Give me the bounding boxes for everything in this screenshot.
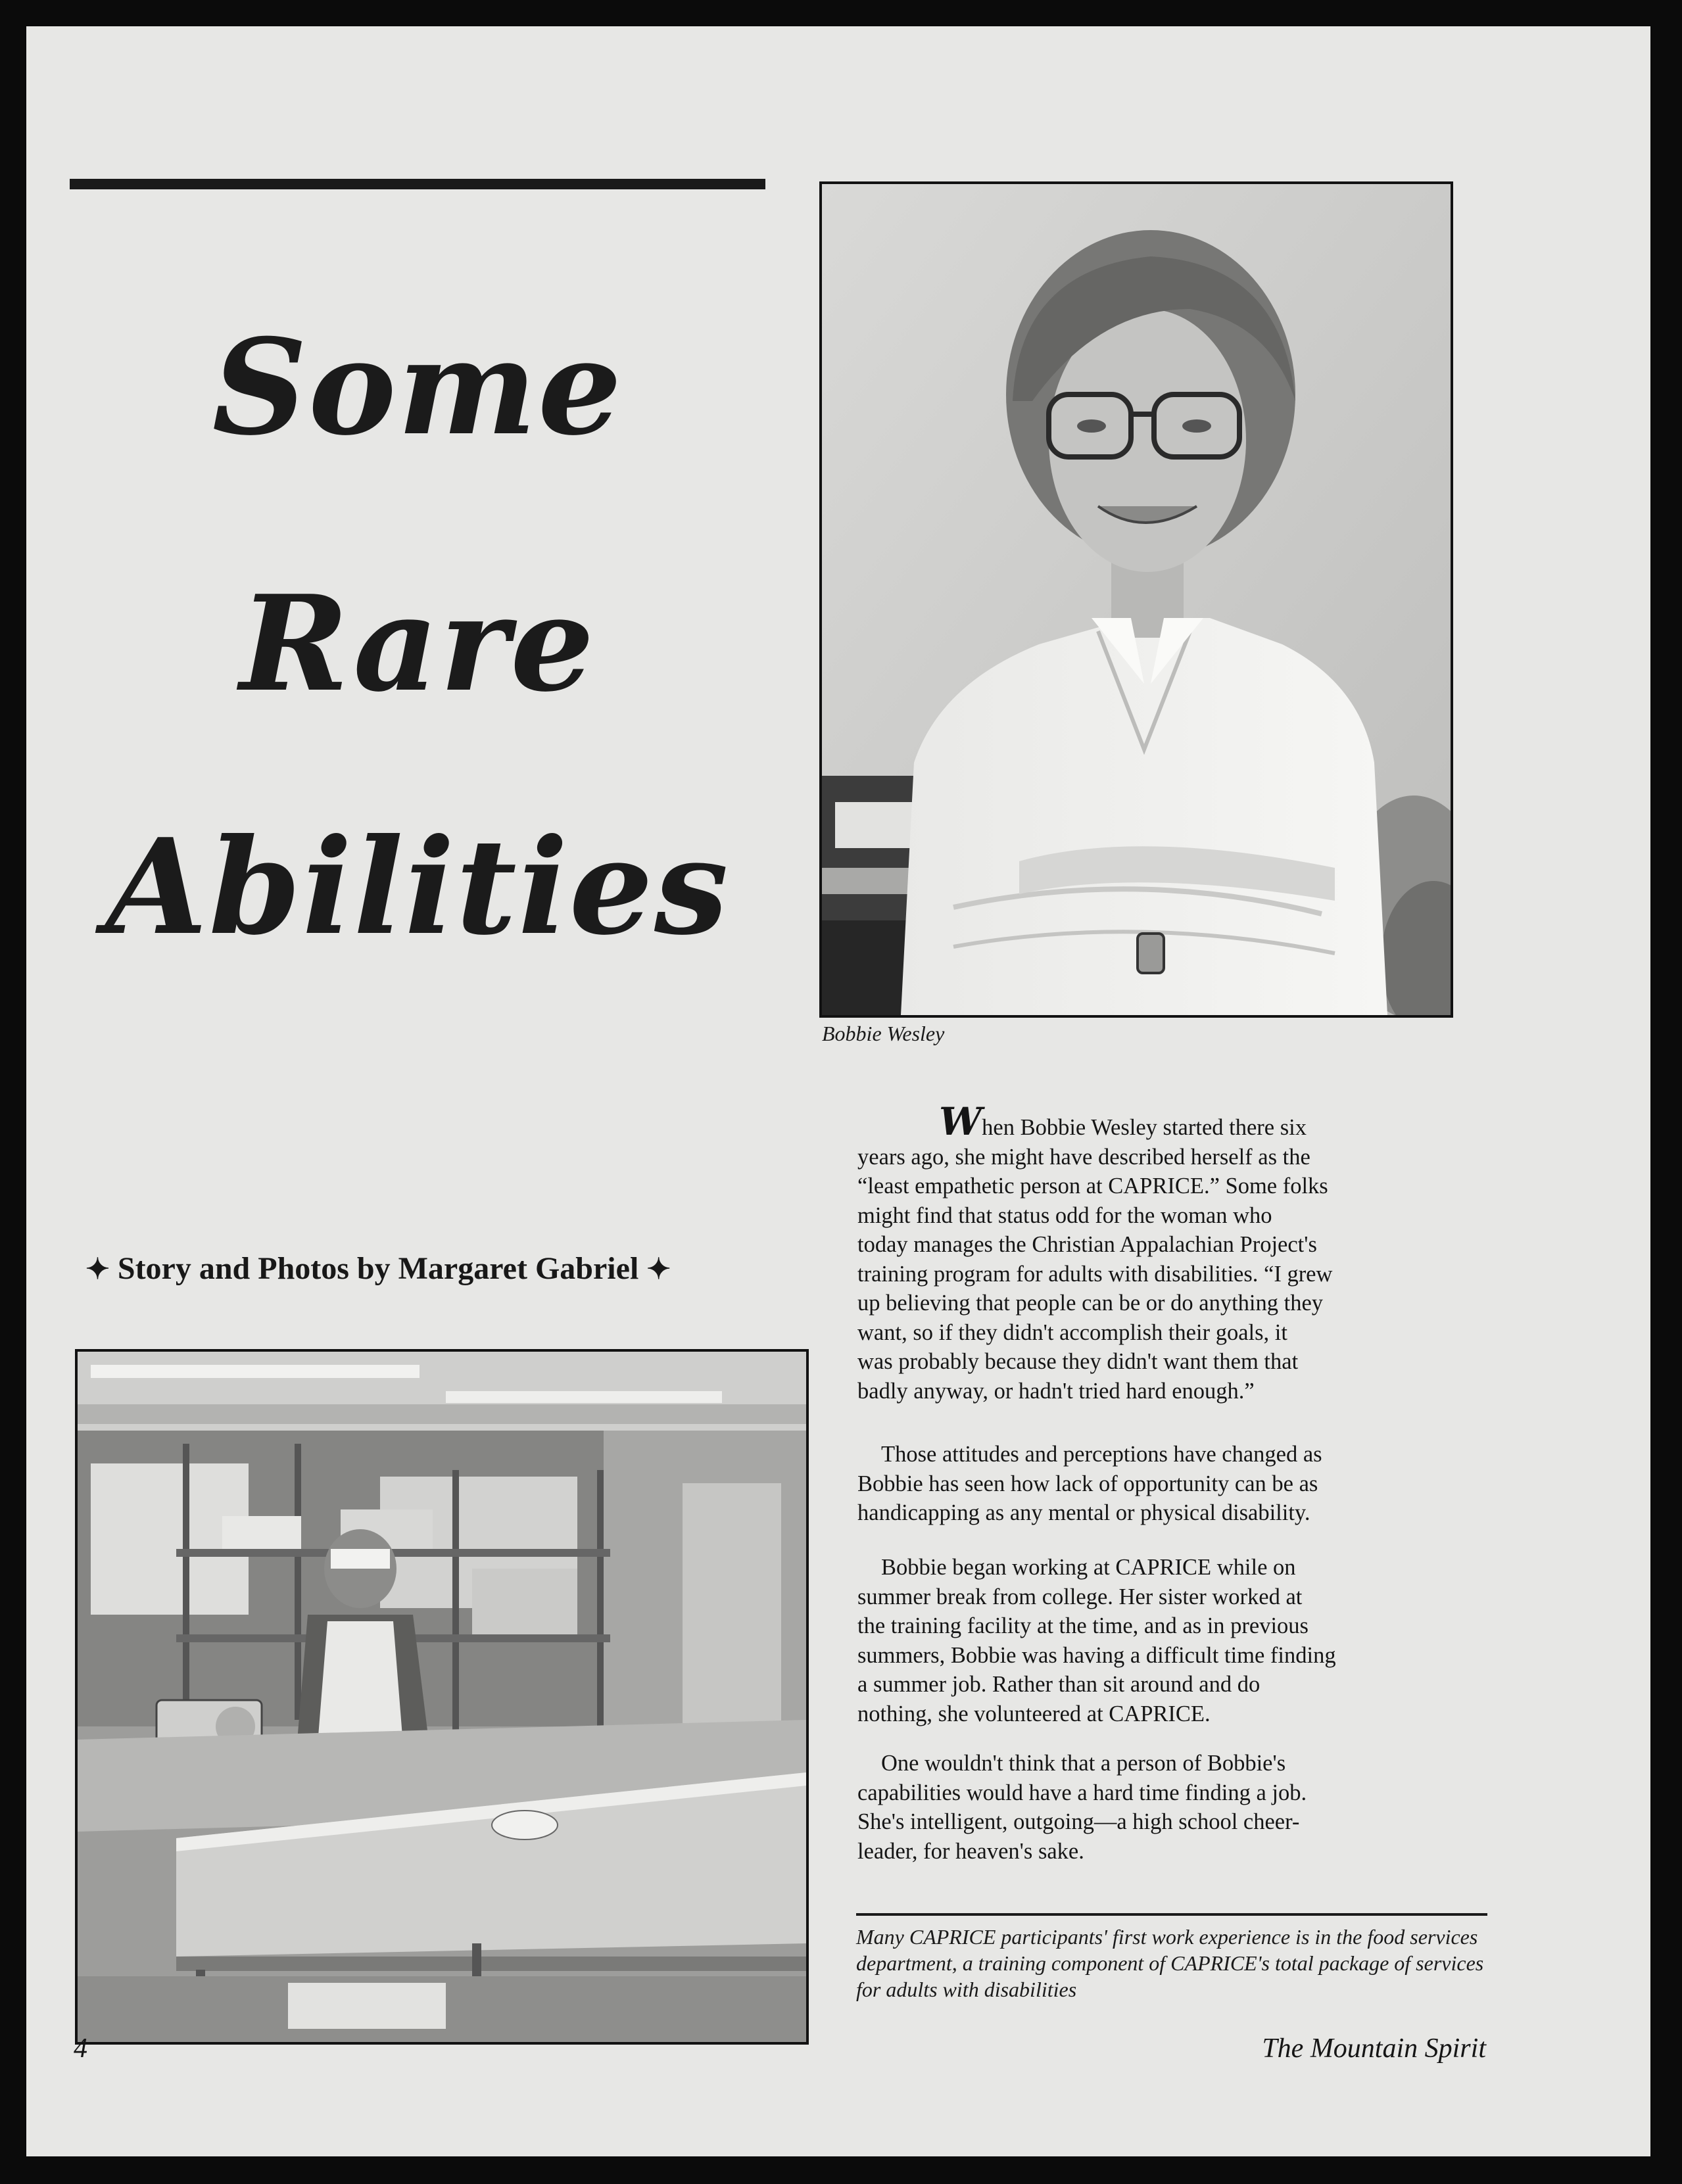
byline [85,1250,796,1287]
paragraph-3-line-1: Bobbie began working at CAPRICE while on [881,1555,1296,1580]
paragraph-1-line-1: When Bobbie Wesley started there six [939,1099,1307,1144]
article-paragraph-3 [857,1553,1495,1728]
paragraph-4-line-1: One wouldn't think that a person of Bobbie's [881,1751,1286,1776]
title-line-1: Some [212,310,623,465]
portrait-caption: Bobbie Wesley [822,1022,945,1045]
paragraph-1-line-6: training program for adults with disabilities. “I grew [857,1261,1333,1287]
caption-rule [856,1913,1487,1916]
star-ornament-icon: ✦ [85,1253,110,1285]
paragraph-2-line-1: Those attitudes and perceptions have changed as [881,1442,1322,1467]
paragraph-4-line-2: capabilities would have a hard time finding a job. [857,1780,1307,1805]
paragraph-3-line-5: a summer job. Rather than sit around and do [857,1672,1261,1697]
byline-text: Story and Photos by Margaret Gabriel [117,1251,639,1286]
header-rule [70,179,765,189]
title-line-2: Rare [239,567,596,721]
magazine-page [26,26,1650,2156]
paragraph-2-line-3: handicapping as any mental or physical disability. [857,1500,1310,1525]
paragraph-3-line-6: nothing, she volunteered at CAPRICE. [857,1701,1211,1726]
magazine-name: The Mountain Spirit [1262,2033,1486,2064]
kitchen-photo [75,1349,809,2045]
paragraph-3-line-4: summers, Bobbie was having a difficult time finding [857,1642,1336,1668]
paragraph-3-line-3: the training facility at the time, and as in previous [857,1613,1309,1638]
paragraph-1-line-5: today manages the Christian Appalachian Project's [857,1232,1317,1257]
star-ornament-icon: ✦ [646,1253,671,1285]
kitchen-caption: Many CAPRICE participants' first work experience is in the food services department, a training component of CAPRICE's total package of services for adults with disabilities [856,1925,1484,2001]
title-line-3: Abilities [105,810,730,964]
paragraph-4-line-3: She's intelligent, outgoing—a high school cheer- [857,1809,1300,1834]
article-paragraph-4 [857,1749,1495,1866]
paragraph-2-line-2: Bobbie has seen how lack of opportunity can be as [857,1471,1318,1496]
paragraph-1-line-8: want, so if they didn't accomplish their goals, it [857,1319,1287,1345]
paragraph-1-line-10: badly anyway, or hadn't tried hard enough.” [857,1378,1255,1404]
portrait-photo [819,181,1453,1018]
paragraph-1-line-2: years ago, she might have described herself as the [857,1144,1310,1170]
paragraph-3-line-2: summer break from college. Her sister worked at [857,1584,1303,1609]
paragraph-1-line-3: “least empathetic person at CAPRICE.” Some folks [857,1174,1328,1199]
article-paragraph-2 [857,1440,1495,1528]
article-paragraph-1 [857,1099,1495,1406]
paragraph-1-line-7: up believing that people can be or do anything they [857,1291,1324,1316]
paragraph-4-line-4: leader, for heaven's sake. [857,1838,1084,1864]
paragraph-1-line-4: might find that status odd for the woman who [857,1202,1272,1228]
page-number: 4 [74,2033,87,2064]
paragraph-1-line-9: was probably because they didn't want them that [857,1349,1299,1374]
drop-cap: W [939,1099,982,1144]
